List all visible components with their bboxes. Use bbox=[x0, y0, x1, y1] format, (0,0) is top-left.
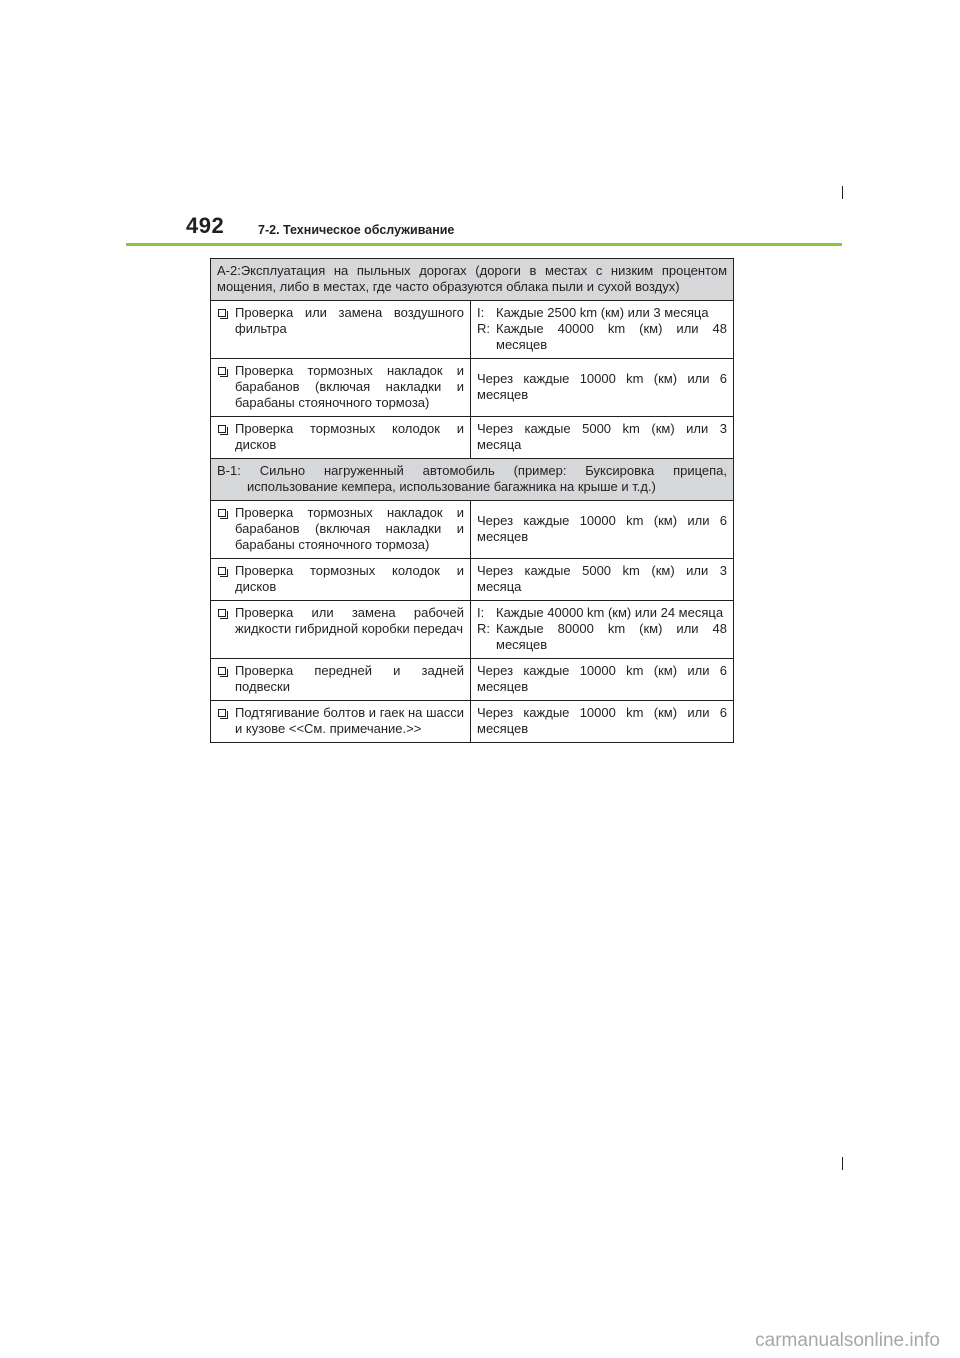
table-row bbox=[211, 359, 734, 417]
maintenance-item-cell bbox=[211, 417, 471, 459]
table-row bbox=[211, 501, 734, 559]
checkbox-icon bbox=[218, 709, 226, 717]
maintenance-item bbox=[217, 705, 464, 737]
maintenance-item bbox=[217, 363, 464, 411]
interval-text: Через каждые 10000 km (км) или 6 месяцев bbox=[477, 663, 728, 694]
interval-cell bbox=[471, 417, 734, 459]
maintenance-item-cell bbox=[211, 359, 471, 417]
table-row bbox=[211, 417, 734, 459]
interval-line bbox=[477, 513, 727, 545]
maintenance-item-cell bbox=[211, 701, 471, 743]
maintenance-item-cell bbox=[211, 659, 471, 701]
checkbox-icon bbox=[218, 509, 226, 517]
maintenance-item bbox=[217, 563, 464, 595]
table-row bbox=[211, 559, 734, 601]
condition-text: A-2:Эксплуатация на пыльных дорогах (дороги в местах с низким процентом мощения, либо в местах, где часто образуются облака пыли и сухой воздух) bbox=[217, 263, 728, 294]
interval-text: Каждые 40000 km (км) или 24 месяца bbox=[496, 605, 724, 620]
interval-line bbox=[477, 663, 727, 695]
maintenance-table-body bbox=[211, 259, 734, 743]
condition-header bbox=[211, 459, 734, 501]
interval-line bbox=[477, 621, 727, 653]
maintenance-item-label: Подтягивание болтов и гаек на шасси и кузове <<См. примечание.>> bbox=[235, 705, 464, 736]
maintenance-item-cell bbox=[211, 501, 471, 559]
page-number: 492 bbox=[186, 213, 225, 238]
interval-line bbox=[477, 563, 727, 595]
maintenance-item-label: Проверка тормозных колодок и дисков bbox=[235, 563, 464, 594]
maintenance-item bbox=[217, 421, 464, 453]
interval-prefix: R: bbox=[477, 321, 490, 336]
interval-cell bbox=[471, 501, 734, 559]
maintenance-item-label: Проверка тормозных накладок и барабанов (включая накладки и барабаны стояночного тормоза) bbox=[235, 505, 464, 552]
interval-line bbox=[477, 705, 727, 737]
condition-header-row bbox=[211, 259, 734, 301]
crop-mark-bottom bbox=[842, 1157, 843, 1170]
checkbox-icon bbox=[218, 567, 226, 575]
interval-cell bbox=[471, 601, 734, 659]
interval-text: Через каждые 5000 km (км) или 3 месяца bbox=[477, 421, 728, 452]
interval-text: Через каждые 5000 km (км) или 3 месяца bbox=[477, 563, 728, 594]
crop-mark-top bbox=[842, 186, 843, 199]
interval-text: Каждые 80000 km (км) или 48 месяцев bbox=[496, 621, 728, 652]
table-row bbox=[211, 701, 734, 743]
maintenance-item-label: Проверка передней и задней подвески bbox=[235, 663, 464, 694]
interval-cell bbox=[471, 701, 734, 743]
maintenance-item-label: Проверка или замена рабочей жидкости гибридной коробки передач bbox=[235, 605, 464, 636]
section-title: 7-2. Техническое обслуживание bbox=[258, 223, 455, 237]
interval-cell bbox=[471, 359, 734, 417]
condition-header-row bbox=[211, 459, 734, 501]
interval-text: Через каждые 10000 km (км) или 6 месяцев bbox=[477, 513, 728, 544]
interval-line bbox=[477, 421, 727, 453]
header-rule bbox=[126, 243, 842, 246]
maintenance-item-cell bbox=[211, 601, 471, 659]
interval-prefix: I: bbox=[477, 305, 485, 320]
interval-line bbox=[477, 321, 727, 353]
interval-line bbox=[477, 605, 727, 621]
interval-text: Через каждые 10000 km (км) или 6 месяцев bbox=[477, 371, 728, 402]
maintenance-table bbox=[210, 258, 734, 743]
checkbox-icon bbox=[218, 609, 226, 617]
checkbox-icon bbox=[218, 367, 226, 375]
maintenance-item bbox=[217, 663, 464, 695]
interval-cell bbox=[471, 301, 734, 359]
interval-text: Каждые 40000 km (км) или 48 месяцев bbox=[496, 321, 728, 352]
condition-text: B-1: Сильно нагруженный автомобиль (пример: Буксировка прицепа, использование кемпера, использование багажника на крыше и т.д.) bbox=[217, 463, 728, 494]
interval-prefix: R: bbox=[477, 621, 490, 636]
interval-prefix: I: bbox=[477, 605, 485, 620]
maintenance-item-cell bbox=[211, 301, 471, 359]
table-row bbox=[211, 659, 734, 701]
maintenance-item-label: Проверка или замена воздушного фильтра bbox=[235, 305, 464, 336]
maintenance-item bbox=[217, 505, 464, 553]
table-row bbox=[211, 301, 734, 359]
interval-text: Каждые 2500 km (км) или 3 месяца bbox=[496, 305, 709, 320]
interval-text: Через каждые 10000 km (км) или 6 месяцев bbox=[477, 705, 728, 736]
interval-line bbox=[477, 371, 727, 403]
condition-header bbox=[211, 259, 734, 301]
maintenance-item-label: Проверка тормозных накладок и барабанов (включая накладки и барабаны стояночного тормоза) bbox=[235, 363, 464, 410]
maintenance-item bbox=[217, 305, 464, 337]
maintenance-item-cell bbox=[211, 559, 471, 601]
interval-cell bbox=[471, 659, 734, 701]
maintenance-item-label: Проверка тормозных колодок и дисков bbox=[235, 421, 464, 452]
maintenance-item bbox=[217, 605, 464, 637]
checkbox-icon bbox=[218, 425, 226, 433]
checkbox-icon bbox=[218, 667, 226, 675]
table-row bbox=[211, 601, 734, 659]
checkbox-icon bbox=[218, 309, 226, 317]
watermark: carmanualsonline.info bbox=[755, 1330, 940, 1351]
interval-line bbox=[477, 305, 727, 321]
interval-cell bbox=[471, 559, 734, 601]
